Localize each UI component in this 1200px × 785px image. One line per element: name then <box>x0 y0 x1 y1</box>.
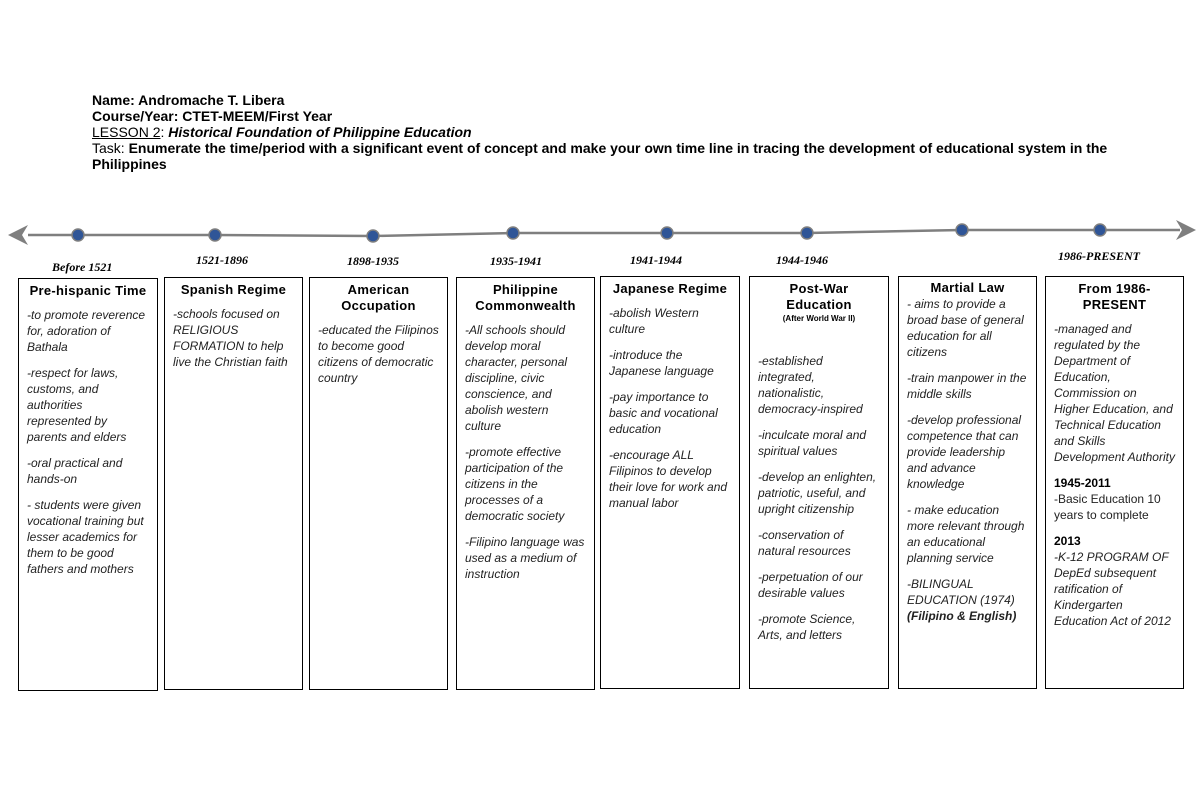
period-card-1986-present <box>1045 276 1184 689</box>
period-item: -train manpower in the middle skills <box>907 371 1027 401</box>
timeline-dot <box>367 230 379 242</box>
timeline-dot <box>507 227 519 239</box>
period-item: -schools focused on RELIGIOUS FORMATION to help live the Christian faith <box>173 307 288 369</box>
period-title: Martial Law <box>930 280 1005 295</box>
timeline-dot <box>661 227 673 239</box>
timeline-dot <box>956 224 968 236</box>
period-item: -managed and regulated by the Department of Education, Commission on Higher Education, and Technical Education and Skills Development Authority <box>1054 322 1175 464</box>
date-label: 1941-1944 <box>630 253 682 267</box>
period-item: - students were given vocational training but lesser academics for them to be good fathers and mothers <box>27 498 144 576</box>
task-text: Enumerate the time/period with a significant event of concept and make your own time line in tracing the development of educational system in the Philippines <box>92 140 1108 172</box>
period-item: -K-12 PROGRAM OF DepEd subsequent ratification of Kindergarten Education Act of 2012 <box>1054 550 1171 628</box>
lesson-line <box>92 124 1122 140</box>
period-item: - make education more relevant through an educational planning service <box>907 503 1025 565</box>
lesson-title: Historical Foundation of Philippine Education <box>168 124 472 140</box>
period-card-japanese-regime <box>600 276 740 689</box>
timeline-dot <box>72 229 84 241</box>
timeline-dot <box>801 227 813 239</box>
period-item: -abolish Western culture <box>609 306 699 336</box>
period-item: -oral practical and hands-on <box>27 456 123 486</box>
year-label: 1945-2011 <box>1054 476 1111 490</box>
course-year: Course/Year: CTET-MEEM/First Year <box>92 108 333 124</box>
period-title: From 1986-PRESENT <box>1078 281 1151 312</box>
period-title: Post-War Education <box>786 281 852 312</box>
period-item: -promote Science, Arts, and letters <box>758 612 856 642</box>
period-card-commonwealth <box>456 277 595 690</box>
date-label: 1986-PRESENT <box>1058 249 1141 263</box>
period-item: -educated the Filipinos to become good citizens of democratic country <box>318 323 439 385</box>
period-item-bold: (Filipino & English) <box>907 609 1017 623</box>
period-title: Spanish Regime <box>180 282 287 297</box>
period-item: -conservation of natural resources <box>758 528 851 558</box>
period-item: -develop an enlighten, patriotic, useful, and upright citizenship <box>758 470 877 516</box>
period-item: -BILINGUAL EDUCATION (1974) <box>907 577 1015 607</box>
period-item: -pay importance to basic and vocational education <box>609 390 718 436</box>
lesson-colon: : <box>160 124 169 140</box>
period-item: - aims to provide a broad base of general education for all citizens <box>907 297 1024 359</box>
period-item: -encourage ALL Filipinos to develop their love for work and manual labor <box>609 448 728 510</box>
task-line <box>92 140 1122 172</box>
period-item: -introduce the Japanese language <box>609 348 714 378</box>
timeline-axis <box>0 215 1200 255</box>
date-label: 1521-1896 <box>196 253 248 267</box>
period-title: Japanese Regime <box>612 281 728 296</box>
document-header <box>92 92 1122 172</box>
period-item: -inculcate moral and spiritual values <box>758 428 867 458</box>
task-label: Task: <box>92 140 129 156</box>
year-label: 2013 <box>1054 534 1081 548</box>
timeline-dot <box>1094 224 1106 236</box>
period-item: -develop professional competence that can provide leadership and advance knowledge <box>907 413 1022 491</box>
period-item: -All schools should develop moral character, personal discipline, civic conscience, and abolish western culture <box>465 323 568 433</box>
left-arrow-icon <box>8 225 28 245</box>
date-label: 1944-1946 <box>776 253 828 267</box>
date-label: 1898-1935 <box>347 254 399 268</box>
period-item: -perpetuation of our desirable values <box>758 570 863 600</box>
student-name: Name: Andromache T. Libera <box>92 92 285 108</box>
date-label: Before 1521 <box>52 260 113 274</box>
period-card-american-occupation <box>309 277 448 690</box>
period-item: -promote effective participation of the citizens in the processes of a democratic society <box>465 445 565 523</box>
date-label: 1935-1941 <box>490 254 542 268</box>
period-item: -established integrated, nationalistic, democracy-inspired <box>758 354 863 416</box>
period-title: Pre-hispanic Time <box>29 283 147 298</box>
period-card-martial-law <box>898 276 1037 689</box>
period-item: -to promote reverence for, adoration of Bathala <box>27 308 146 354</box>
period-title: American Occupation <box>341 282 416 313</box>
timeline-dot <box>209 229 221 241</box>
period-subtitle: (After World War II) <box>782 314 856 323</box>
period-card-post-war <box>749 276 889 689</box>
lesson-label: LESSON 2 <box>92 124 161 140</box>
period-item: -respect for laws, customs, and authorities represented by parents and elders <box>27 366 127 444</box>
period-card-spanish-regime <box>164 277 303 690</box>
period-title: Philippine Commonwealth <box>475 282 576 313</box>
period-item: -Filipino language was used as a medium of instruction <box>465 535 585 581</box>
period-item: -Basic Education 10 years to complete <box>1054 492 1161 522</box>
timeline-line <box>28 230 1180 236</box>
period-card-pre-hispanic <box>18 278 158 691</box>
